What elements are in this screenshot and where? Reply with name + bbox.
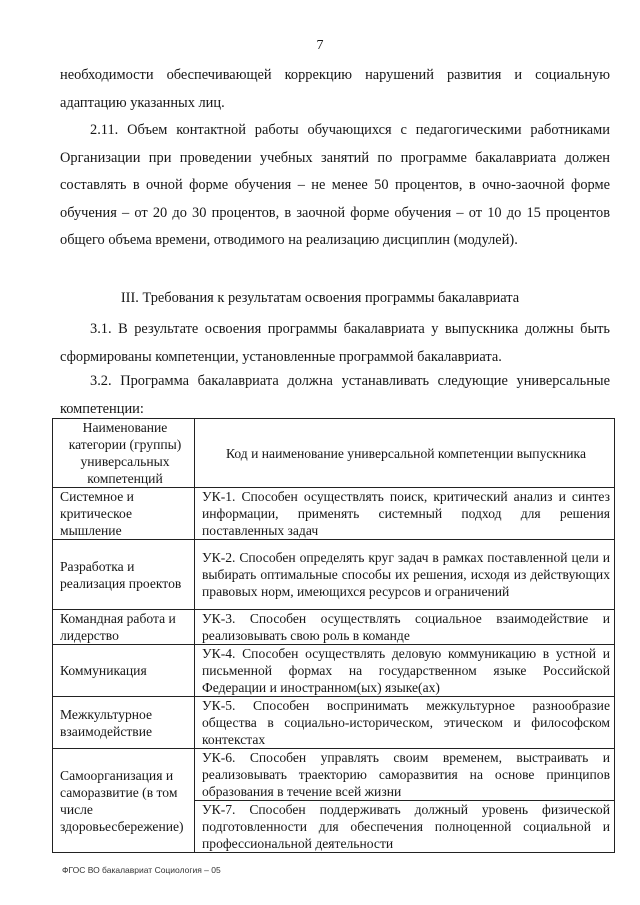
header-category: Наименование категории (группы) универсальных компетенций (53, 419, 195, 488)
competency-cell: УК-3. Способен осуществлять социальное взаимодействие и реализовывать свою роль в команде (195, 610, 615, 645)
table-header-row (53, 419, 615, 488)
competency-cell: УК-7. Способен поддерживать должный уровень физической подготовленности для обеспечения полноценной социальной и профессиональной деятельности (195, 801, 615, 853)
competency-cell: УК-5. Способен воспринимать межкультурное разнообразие общества в социально-историческом, этическом и философском контекстах (195, 697, 615, 749)
category-cell: Самоорганизация и саморазвитие (в том числе здоровьесбережение) (53, 749, 195, 853)
paragraph-2-11: 2.11. Объем контактной работы обучающихся с педагогическими работниками Организации при проведении учебных занятий по программе бакалавриата должен составлять в очной форме обучения – не менее 50 процентов, в очно-заочной форме обучения – от 20 до 30 процентов, в заочной форме обучения – от 10 до 15 процентов общего объема времени, отводимого на реализацию дисциплин (модулей). (60, 122, 610, 248)
table-row (53, 697, 615, 749)
competency-cell: УК-6. Способен управлять своим временем, выстраивать и реализовывать траекторию саморазвития на основе принципов образования в течение всей жизни (195, 749, 615, 801)
paragraph-3-2: 3.2. Программа бакалавриата должна устанавливать следующие универсальные компетенции: (60, 373, 610, 417)
category-cell: Межкультурное взаимодействие (53, 697, 195, 749)
competency-cell: УК-4. Способен осуществлять деловую коммуникацию в устной и письменной формах на государственном языке Российской Федерации и иностранном(ых) языке(ах) (195, 645, 615, 697)
category-cell: Командная работа и лидерство (53, 610, 195, 645)
table-row (53, 610, 615, 645)
paragraph-3-1: 3.1. В результате освоения программы бакалавриата у выпускника должны быть сформированы компетенции, установленные программой бакалавриата. (60, 321, 610, 365)
table-row (53, 540, 615, 610)
category-cell: Коммуникация (53, 645, 195, 697)
header-competency: Код и наименование универсальной компетенции выпускника (195, 419, 615, 488)
competency-cell: УК-1. Способен осуществлять поиск, критический анализ и синтез информации, применять системный подход для решения поставленных задач (195, 488, 615, 540)
section-heading: III. Требования к результатам освоения программы бакалавриата (120, 290, 520, 306)
competency-cell: УК-2. Способен определять круг задач в рамках поставленной цели и выбирать оптимальные способы их решения, исходя из действующих правовых норм, имеющихся ресурсов и ограничений (195, 540, 615, 610)
category-cell: Системное и критическое мышление (53, 488, 195, 540)
footer-note: ФГОС ВО бакалавриат Социология – 05 (62, 865, 221, 875)
page-number: 7 (316, 38, 324, 53)
competencies-table (52, 418, 615, 853)
paragraph-continuation: необходимости обеспечивающей коррекцию нарушений развития и социальную адаптацию указанных лиц. (60, 67, 610, 111)
table-row (53, 749, 615, 801)
table-row (53, 645, 615, 697)
category-cell: Разработка и реализация проектов (53, 540, 195, 610)
table-row (53, 488, 615, 540)
